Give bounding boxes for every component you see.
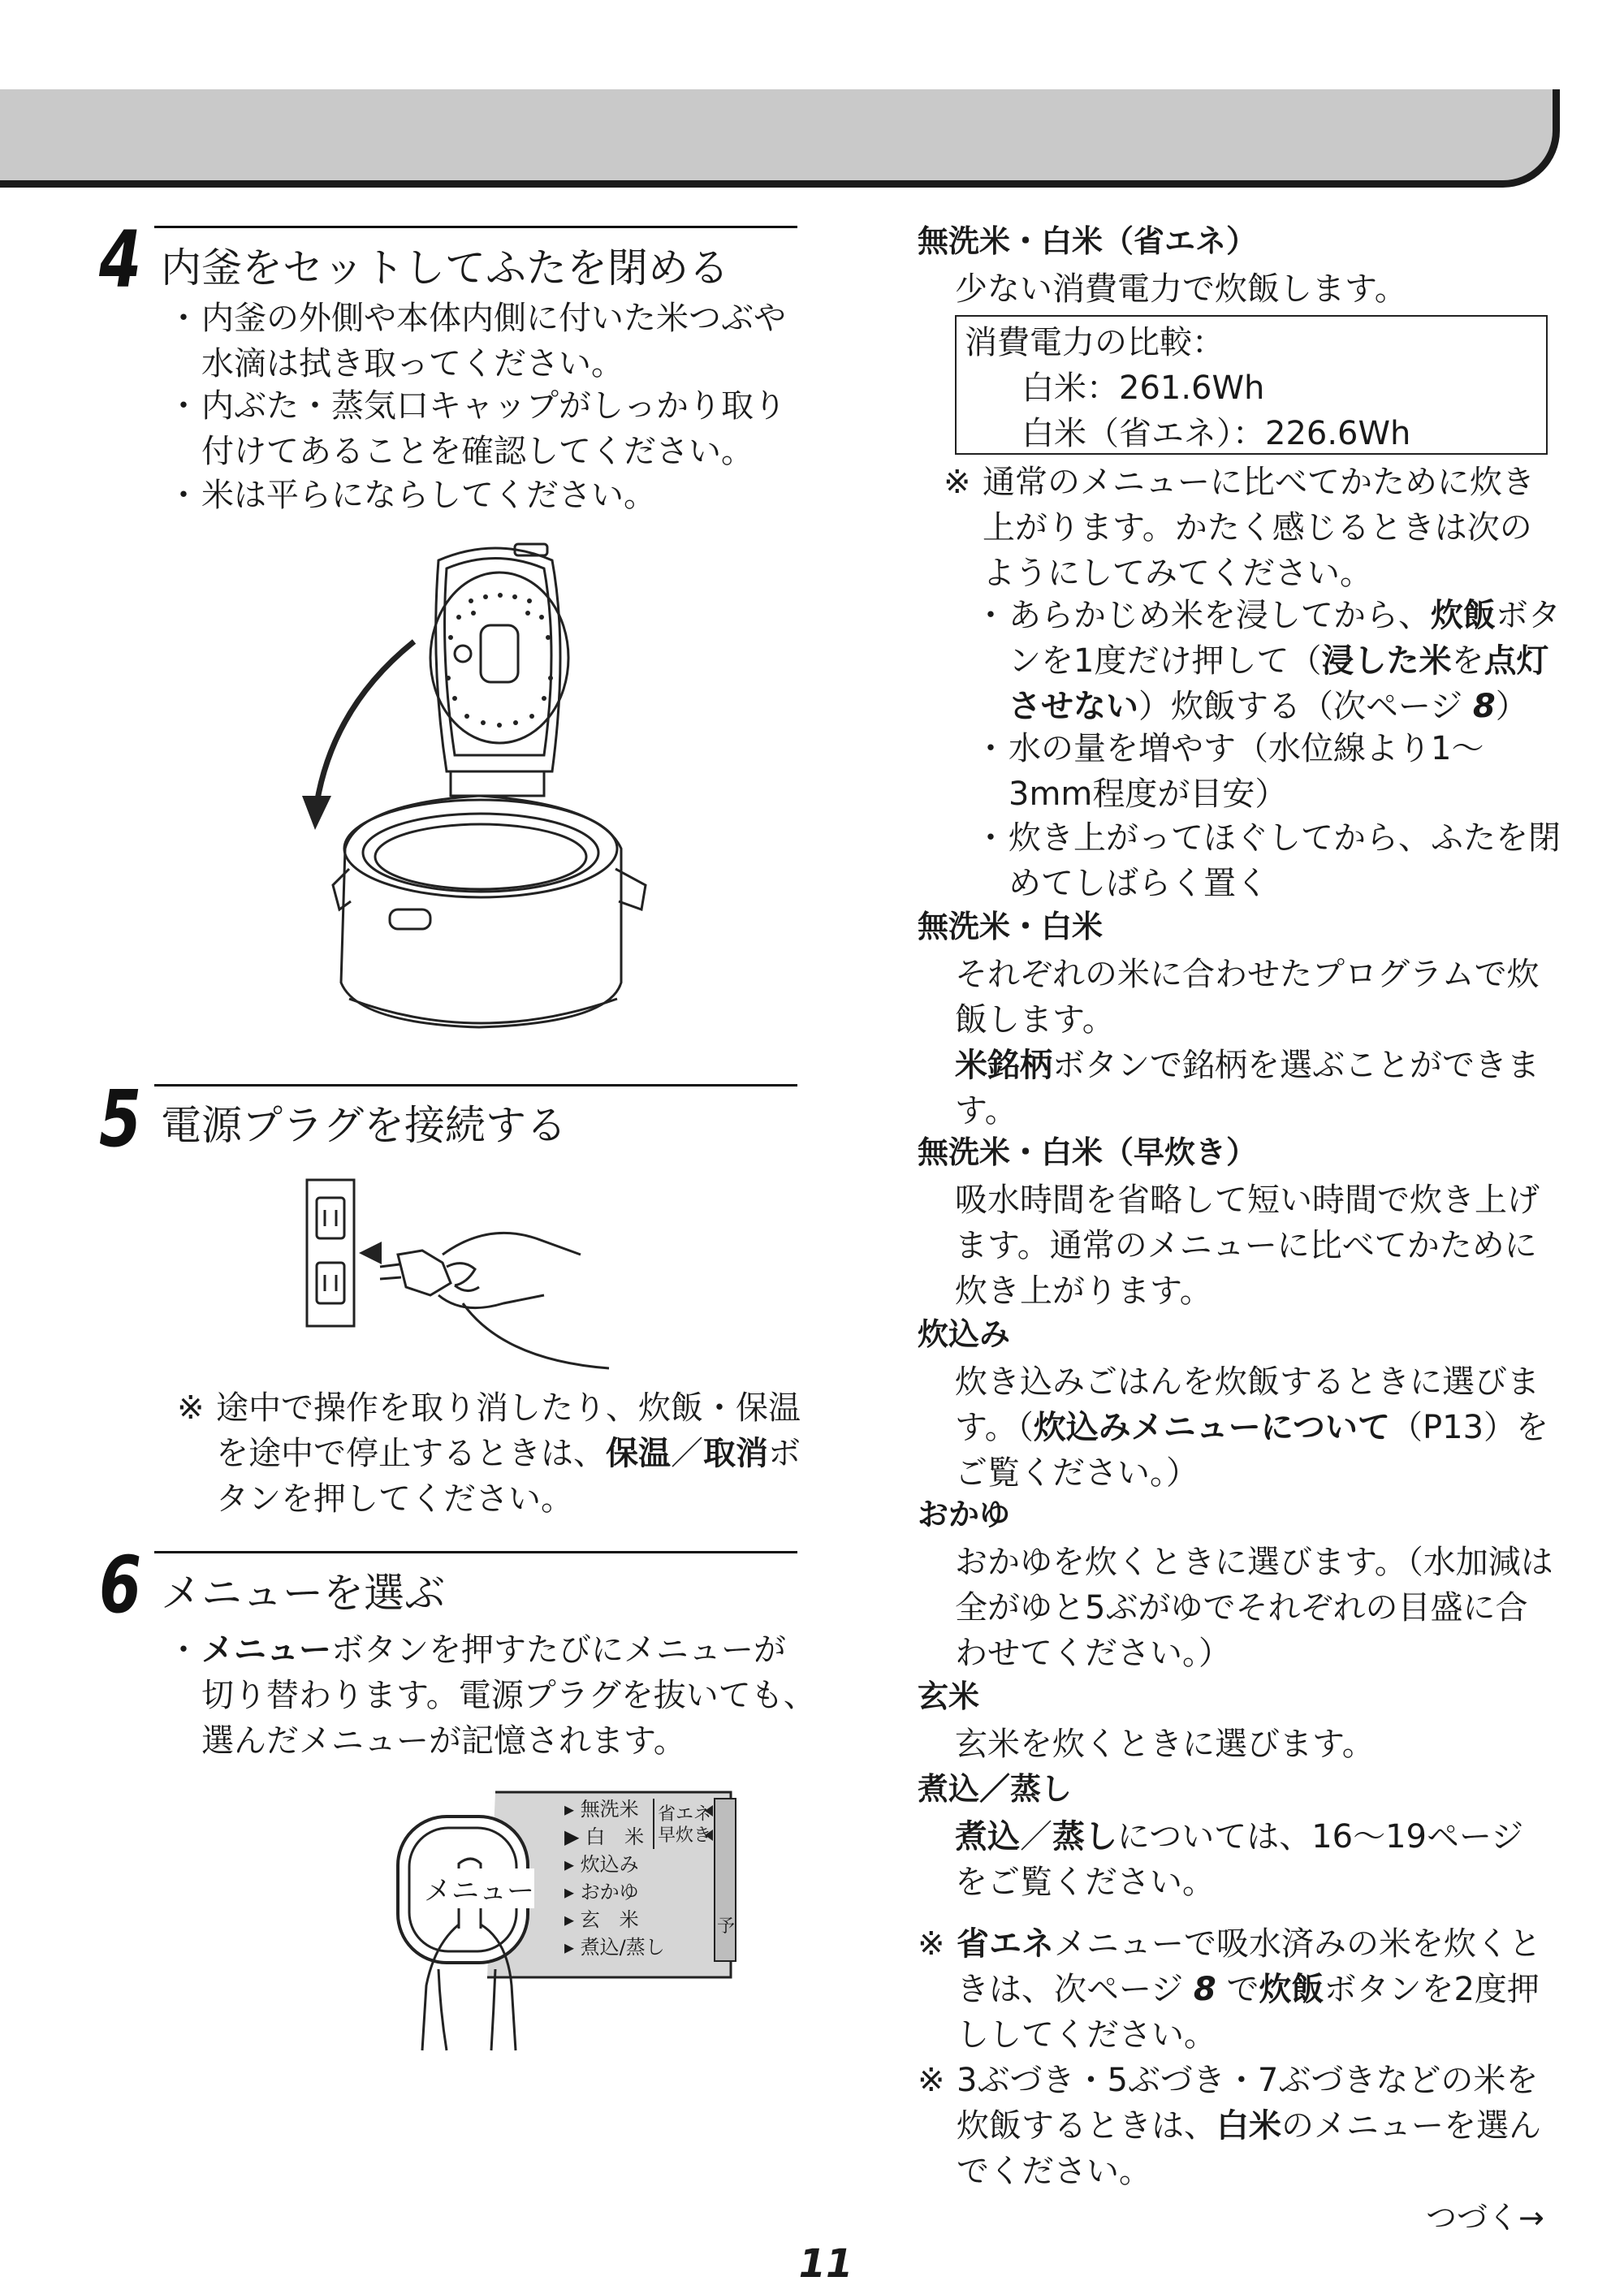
step6-number: 6 [99,1540,142,1631]
eco-note: ※ 通常のメニューに比べてかために炊き 上がります。かたく感じるときは次の ようにしてみてください。 [944,464,1535,592]
step4-title: 内釜をセットしてふたを閉める [161,244,729,292]
eco-soaked-note: ※ 省エネメニューで吸水済みの米を炊くと きは、次ページ 8 で炊飯ボタンを2度押 ししてください。 [918,1925,1541,2054]
stew-heading: 煮込／蒸し [918,1771,1073,1807]
continued-label: つづく→ [1426,2200,1544,2236]
step5-note: ※ 途中で操作を取り消したり、炊飯・保温 を途中で停止するときは、保温／取消ボ タンを押してください。 [177,1389,801,1518]
menu-item-4: ▸ おかゆ [564,1881,639,1903]
eco-tip-1: ・ あらかじめ米を浸してから、炊飯ボタ ンを1度だけ押して（浸した米を点灯 させない）炊飯する（次ページ 8） [974,597,1561,725]
quick-side-label: 早炊き [658,1825,712,1846]
eco-side-label: 省エネ [658,1804,712,1825]
porridge-body: おかゆを炊くときに選びます。（水加減は 全がゆと5ぶがゆでそれぞれの目盛に合 わせてください。） [955,1544,1553,1672]
power-plug-illustration [300,1173,625,1376]
menu-panel-illustration [390,1782,739,2059]
menu-item-5: ▸ 玄 米 [564,1908,639,1931]
porridge-heading: おかゆ [918,1497,1011,1532]
mixed-rice-heading: 炊込み [918,1316,1011,1352]
menu-item-3: ▸ 炊込み [564,1853,639,1876]
step5-number: 5 [99,1074,142,1164]
step6-title: メニューを選ぶ [161,1570,445,1617]
brown-rice-body: 玄米を炊くときに選びます。 [955,1726,1375,1763]
page-number: 11 [798,2241,853,2287]
eco-heading: 無洗米・白米（省エネ） [918,223,1258,259]
mixed-rice-body: 炊き込みごはんを炊飯するときに選びま す。（炊込みメニューについて（P13）を ご覧ください。） [955,1363,1549,1492]
polished-rice-note: ※ 3ぶづき・5ぶづき・7ぶづきなどの米を 炊飯するときは、白米のメニューを選ん でください。 [918,2062,1541,2190]
panel-edge-label: 予 [717,1916,736,1937]
menu-item-1: ▸ 無洗米 [564,1798,639,1821]
eco-tip-2: ・ 水の量を増やす（水位線より1～ 3mm程度が目安） [974,730,1484,813]
step4-rule [154,226,797,228]
step5-title: 電源プラグを接続する [161,1102,567,1149]
quick-body: 吸水時間を省略して短い時間で炊き上げ ます。通常のメニューに比べてかために 炊き上がります。 [955,1182,1540,1310]
step6-bullet: ・ メニューボタンを押すたびにメニューが 切り替わります。電源プラグを抜いても、 選んだメニューが記憶されます。 [167,1631,816,1760]
power-comparison-box: 消費電力の比較： 白米：261.6Wh 白米（省エネ）：226.6Wh [955,315,1548,455]
brown-rice-heading: 玄米 [918,1678,980,1714]
menu-item-6: ▸ 煮込/蒸し [564,1936,665,1959]
quick-heading: 無洗米・白米（早炊き） [918,1134,1258,1170]
step4-number: 4 [99,214,142,305]
menu-button-label: メニュー [424,1868,534,1908]
white-rice-body: それぞれの米に合わせたプログラムで炊 飯します。 米銘柄ボタンで銘柄を選ぶことができま す。 [955,956,1540,1130]
step5-rule [154,1084,797,1087]
eco-description: 少ない消費電力で炊飯します。 [955,270,1407,308]
step4-bullet-2: ・ 内ぶた・蒸気口キャップがしっかり取り 付けてあることを確認してください。 [167,387,786,470]
rice-cooker-illustration [300,528,658,1048]
stew-body: 煮込／蒸しについては、16～19ページ をご覧ください。 [955,1818,1524,1901]
eco-tip-3: ・ 炊き上がってほぐしてから、ふたを閉 めてしばらく置く [974,819,1561,902]
page-header-band [0,89,1560,188]
step4-bullet-1: ・ 内釜の外側や本体内側に付いた米つぶや 水滴は拭き取ってください。 [167,300,786,382]
white-rice-heading: 無洗米・白米 [918,909,1104,944]
menu-item-2: ▶ 白 米 [564,1825,645,1848]
step4-bullet-3: ・ 米は平らにならしてください。 [167,477,656,514]
step6-rule [154,1551,797,1553]
